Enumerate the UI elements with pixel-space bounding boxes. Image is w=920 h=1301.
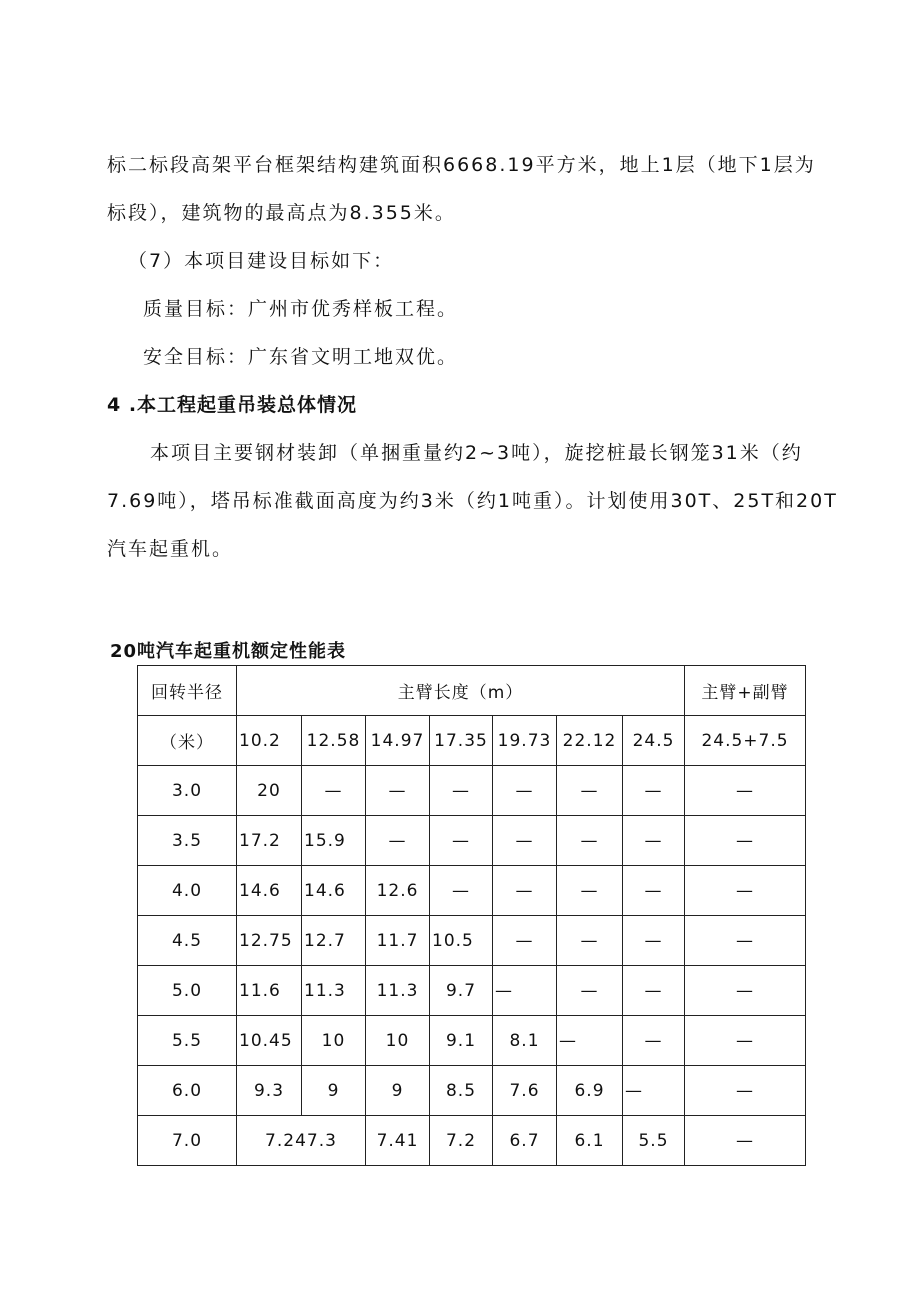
table-row [138,916,806,966]
value-cell: 7.247.3 [237,1116,366,1166]
table-row [138,966,806,1016]
value-cell: — [430,816,493,866]
paragraph-line: （7）本项目建设目标如下： [128,250,395,272]
value-cell: 7.41 [366,1116,430,1166]
value-cell: — [685,816,806,866]
value-cell: 11.3 [302,966,366,1016]
value-cell: 10 [366,1016,430,1066]
value-cell: 14.6 [237,866,302,916]
value-cell: — [557,916,623,966]
value-cell: — [685,1116,806,1166]
value-cell: — [557,766,623,816]
radius-cell: 3.0 [138,766,237,816]
value-cell: — [302,766,366,816]
value-cell: 7.6 [493,1066,557,1116]
value-cell: 10.5 [430,916,493,966]
value-cell: 6.7 [493,1116,557,1166]
value-cell: — [557,866,623,916]
value-cell: 9 [302,1066,366,1116]
boom-length-cell: 22.12 [557,716,623,766]
value-cell: — [493,916,557,966]
value-cell: — [623,816,685,866]
value-cell: — [430,766,493,816]
paragraph-line: 汽车起重机。 [107,538,234,560]
boom-length-cell: 12.58 [302,716,366,766]
boom-length-cell: 17.35 [430,716,493,766]
table-caption: 20吨汽车起重机额定性能表 [110,641,347,662]
value-cell: — [685,1066,806,1116]
value-cell: — [685,766,806,816]
value-cell: 6.1 [557,1116,623,1166]
value-cell: — [493,816,557,866]
radius-cell: 5.0 [138,966,237,1016]
boom-length-header: 主臂长度（m） [237,666,685,716]
paragraph-line: 7.69吨），塔吊标准截面高度为约3米（约1吨重）。计划使用30T、25T和20T [107,490,838,512]
value-cell: — [493,966,557,1016]
radius-header: 回转半径 [138,666,237,716]
value-cell: 9 [366,1066,430,1116]
paragraph-line: 本项目主要钢材装卸（单捆重量约2~3吨），旋挖桩最长钢笼31米（约 [150,442,803,464]
boom-length-cell: 24.5+7.5 [685,716,806,766]
radius-cell: 6.0 [138,1066,237,1116]
boom-length-cell: 19.73 [493,716,557,766]
value-cell: 8.5 [430,1066,493,1116]
value-cell: 7.2 [430,1116,493,1166]
table-row [138,1066,806,1116]
value-cell: — [685,966,806,1016]
value-cell: 12.7 [302,916,366,966]
value-cell: — [493,866,557,916]
value-cell: — [557,1016,623,1066]
table-row [138,866,806,916]
safety-target: 安全目标：广东省文明工地双优。 [143,346,459,368]
value-cell: 9.7 [430,966,493,1016]
value-cell: — [366,766,430,816]
value-cell: — [623,866,685,916]
value-cell: 11.6 [237,966,302,1016]
radius-cell: 7.0 [138,1116,237,1166]
value-cell: 10.45 [237,1016,302,1066]
radius-cell: 4.5 [138,916,237,966]
value-cell: — [623,766,685,816]
value-cell: 11.3 [366,966,430,1016]
table-header-row [138,716,806,766]
value-cell: 15.9 [302,816,366,866]
table-row [138,766,806,816]
table-header-row [138,666,806,716]
value-cell: — [557,816,623,866]
value-cell: — [557,966,623,1016]
table-row [138,816,806,866]
value-cell: — [623,916,685,966]
value-cell: — [493,766,557,816]
paragraph-line: 标段），建筑物的最高点为8.355米。 [107,202,456,224]
boom-length-cell: 14.97 [366,716,430,766]
radius-unit: （米） [138,716,237,766]
value-cell: 9.3 [237,1066,302,1116]
value-cell: — [685,866,806,916]
crane-performance-table [137,665,806,1166]
value-cell: — [366,816,430,866]
value-cell: 11.7 [366,916,430,966]
quality-target: 质量目标：广州市优秀样板工程。 [143,298,459,320]
value-cell: 10 [302,1016,366,1066]
value-cell: 9.1 [430,1016,493,1066]
radius-cell: 3.5 [138,816,237,866]
value-cell: — [623,966,685,1016]
boom-length-cell: 10.2 [237,716,302,766]
value-cell: — [430,866,493,916]
radius-cell: 4.0 [138,866,237,916]
section-heading: 4 .本工程起重吊装总体情况 [107,394,358,416]
value-cell: — [623,1016,685,1066]
value-cell: — [623,1066,685,1116]
radius-cell: 5.5 [138,1016,237,1066]
value-cell: 12.6 [366,866,430,916]
value-cell: 17.2 [237,816,302,866]
value-cell: 5.5 [623,1116,685,1166]
value-cell: 14.6 [302,866,366,916]
value-cell: — [685,1016,806,1066]
boom-length-cell: 24.5 [623,716,685,766]
value-cell: — [685,916,806,966]
paragraph-line: 标二标段高架平台框架结构建筑面积6668.19平方米，地上1层（地下1层为 [107,154,816,176]
boom-jib-header: 主臂+副臂 [685,666,806,716]
table-row [138,1016,806,1066]
value-cell: 12.75 [237,916,302,966]
value-cell: 20 [237,766,302,816]
value-cell: 6.9 [557,1066,623,1116]
table-row [138,1116,806,1166]
value-cell: 8.1 [493,1016,557,1066]
